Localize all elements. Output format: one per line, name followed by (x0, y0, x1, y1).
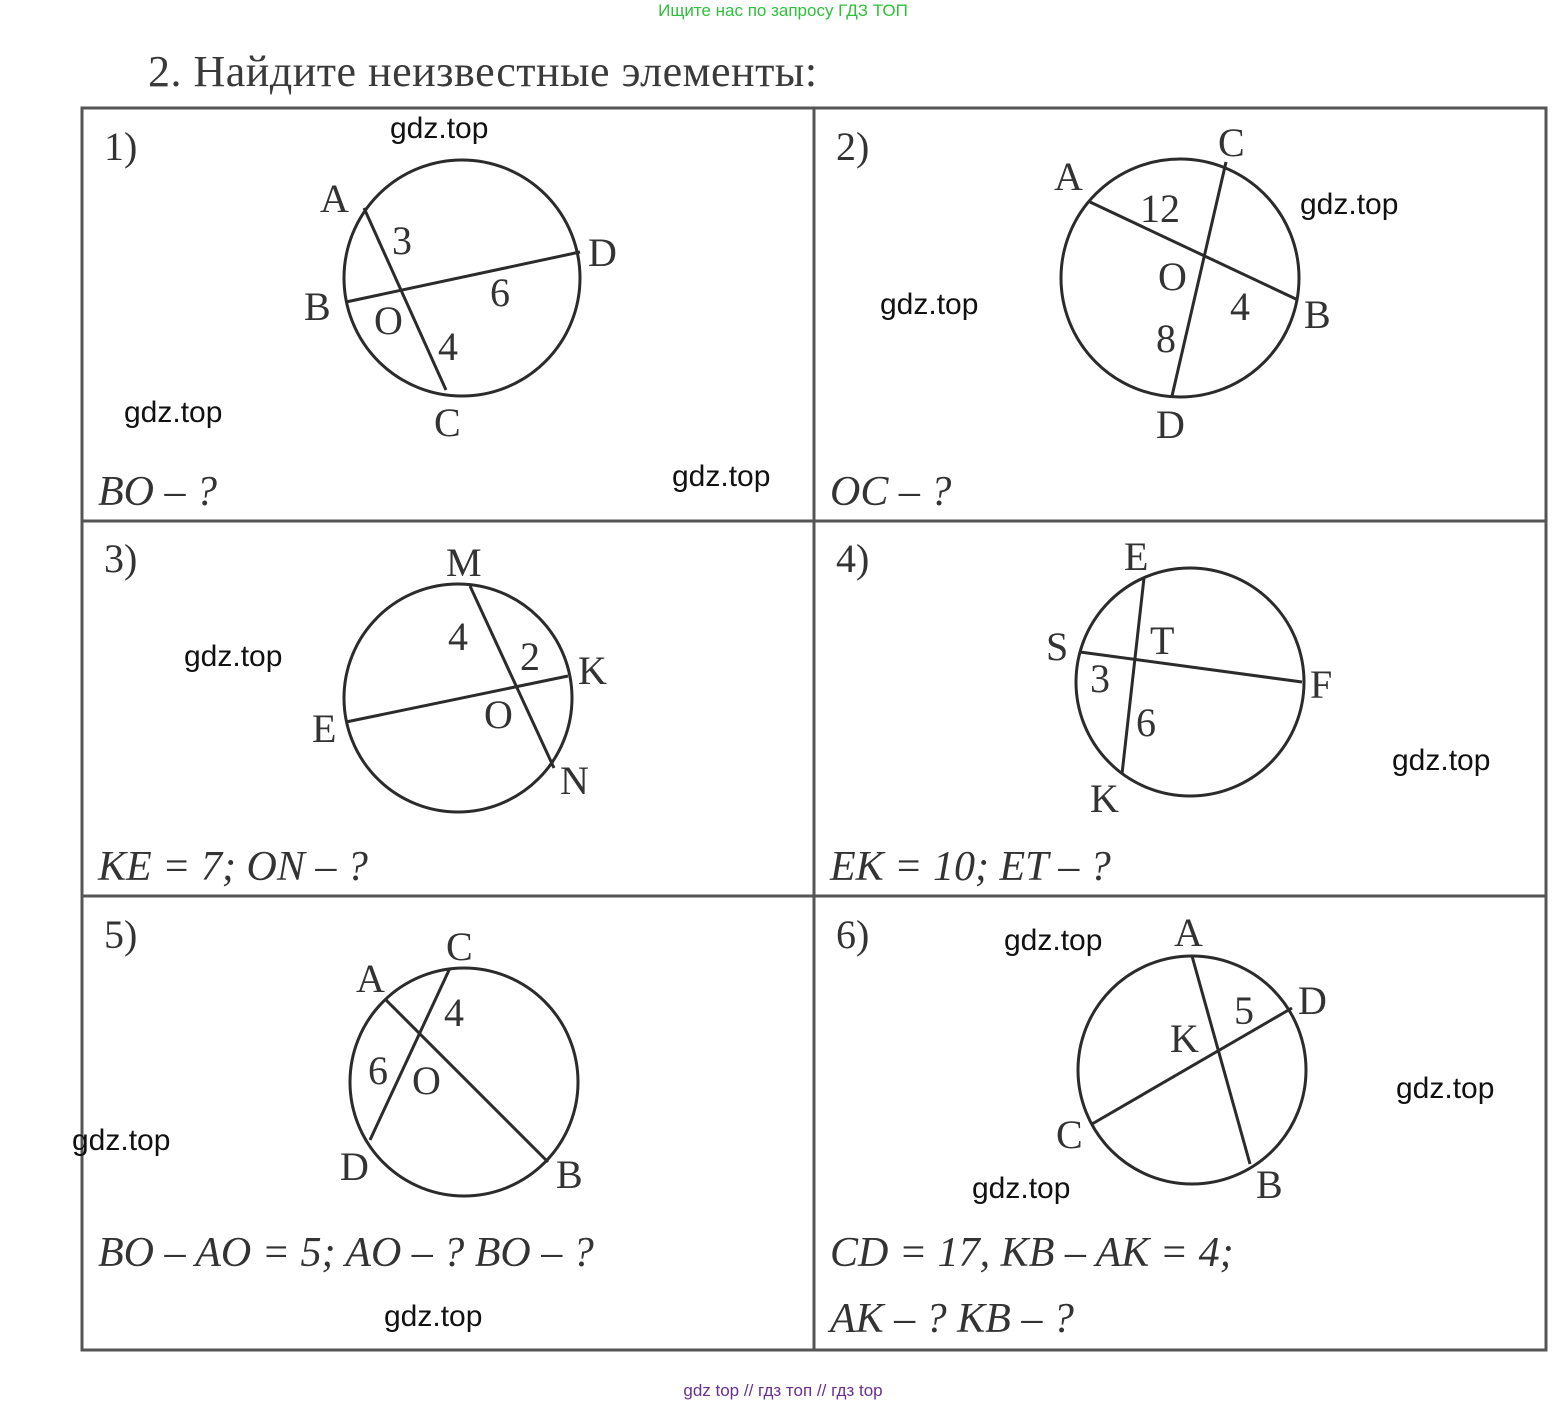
problem-2-point-a: A (1054, 154, 1083, 199)
problem-5-index: 5) (104, 912, 138, 957)
top-banner[interactable]: Ищите нас по запросу ГДЗ ТОП (658, 1, 908, 20)
problem-3-point-k: K (578, 648, 607, 693)
problem-3-condition: KE = 7; ON – ? (98, 844, 368, 890)
problem-1-point-c: C (434, 400, 461, 445)
problem-3-point-n: N (560, 758, 589, 803)
problem-6-condition-line2: AK – ? KB – ? (830, 1296, 1074, 1342)
problem-6-circle (1078, 956, 1306, 1184)
problem-5-point-c: C (446, 924, 473, 969)
problem-6-point-k: K (1170, 1016, 1199, 1061)
problem-2-label-4: 4 (1230, 284, 1250, 329)
problem-2-condition: OC – ? (830, 469, 952, 515)
problem-5 (98, 912, 594, 1276)
problem-4-point-t: T (1150, 618, 1175, 663)
problem-1-point-b: B (304, 284, 331, 329)
problem-2-label-8: 8 (1156, 316, 1176, 361)
problem-5-point-o: O (412, 1058, 441, 1103)
problem-6-label-5: 5 (1234, 988, 1254, 1033)
bottom-banner-separator: // (816, 1381, 827, 1400)
problem-4-label-3: 3 (1090, 656, 1110, 701)
problem-6-point-b: B (1256, 1162, 1283, 1207)
problem-5-chord-ab (386, 1000, 548, 1162)
problem-1-label-4: 4 (438, 324, 458, 369)
problem-3-chord-ek (346, 676, 568, 722)
problem-1-index: 1) (104, 124, 138, 169)
watermark: gdz.top (1392, 744, 1491, 777)
problem-2-point-d: D (1156, 402, 1185, 447)
problem-4-point-k: K (1090, 776, 1119, 821)
bottom-banner-part3[interactable]: гдз top (831, 1381, 883, 1400)
problem-6-point-a: A (1174, 910, 1203, 955)
problem-3-label-2: 2 (520, 634, 540, 679)
watermark: gdz.top (880, 288, 979, 321)
watermark: gdz.top (384, 1300, 483, 1333)
watermark: gdz.top (1300, 188, 1399, 221)
watermark: gdz.top (184, 640, 283, 673)
problem-3 (97, 536, 607, 890)
problem-4-chord-sf (1080, 652, 1302, 682)
problem-4-label-6: 6 (1136, 700, 1156, 745)
bottom-banner-part1[interactable]: gdz top (683, 1381, 740, 1400)
bottom-banner-separator: // (743, 1381, 754, 1400)
watermark: gdz.top (672, 460, 771, 493)
problem-1-point-a: A (320, 176, 349, 221)
bottom-banner[interactable] (0, 1380, 1566, 1402)
problem-3-point-m: M (446, 540, 482, 585)
problem-1-point-d: D (588, 230, 617, 275)
problem-3-point-e: E (312, 706, 337, 751)
problem-2-index: 2) (836, 124, 870, 169)
watermark: gdz.top (1004, 924, 1103, 957)
watermark: gdz.top (390, 112, 489, 145)
watermark: gdz.top (1396, 1072, 1495, 1105)
problem-3-point-o: O (484, 692, 513, 737)
problem-1-label-6: 6 (490, 270, 510, 315)
problem-4-point-e: E (1124, 534, 1149, 579)
problem-4-index: 4) (836, 536, 870, 581)
watermark: gdz.top (72, 1124, 171, 1157)
problem-1-chord-bd (346, 252, 580, 302)
problem-3-label-4: 4 (448, 614, 468, 659)
problem-5-condition: BO – AO = 5; AO – ? BO – ? (98, 1230, 594, 1276)
watermark: gdz.top (124, 396, 223, 429)
problem-2-point-b: B (1304, 292, 1331, 337)
problem-4-point-f: F (1310, 662, 1333, 707)
problem-4-point-s: S (1046, 624, 1069, 669)
problem-1-condition: BO – ? (98, 469, 217, 515)
problem-5-point-a: A (356, 956, 385, 1001)
task-heading: 2. Найдите неизвестные элементы: (148, 47, 818, 96)
problem-3-chord-mn (470, 586, 554, 768)
problem-5-label-6: 6 (368, 1048, 388, 1093)
problem-6-point-d: D (1298, 978, 1327, 1023)
problem-2-point-o: O (1158, 254, 1187, 299)
problem-4-circle (1076, 568, 1304, 796)
problem-1 (98, 124, 617, 515)
problem-1-point-o: O (374, 298, 403, 343)
problem-2-chord-ab (1090, 202, 1298, 300)
problem-2-point-c: C (1218, 120, 1245, 165)
problem-5-label-4: 4 (444, 990, 464, 1035)
watermarks (72, 112, 1494, 1333)
problem-2-label-12: 12 (1140, 186, 1180, 231)
watermark: gdz.top (972, 1172, 1071, 1205)
problem-6-index: 6) (836, 912, 870, 957)
bottom-banner-part2[interactable]: гдз топ (758, 1381, 813, 1400)
problem-6 (827, 910, 1327, 1342)
problem-1-label-3: 3 (392, 218, 412, 263)
problem-5-point-b: B (556, 1152, 583, 1197)
problem-4-condition: EK = 10; ET – ? (830, 844, 1111, 890)
problem-6-point-c: C (1056, 1112, 1083, 1157)
problem-4 (829, 534, 1332, 890)
problem-3-index: 3) (104, 536, 138, 581)
problem-6-condition-line1: CD = 17, KB – AK = 4; (830, 1230, 1234, 1276)
problem-5-point-d: D (340, 1144, 369, 1189)
